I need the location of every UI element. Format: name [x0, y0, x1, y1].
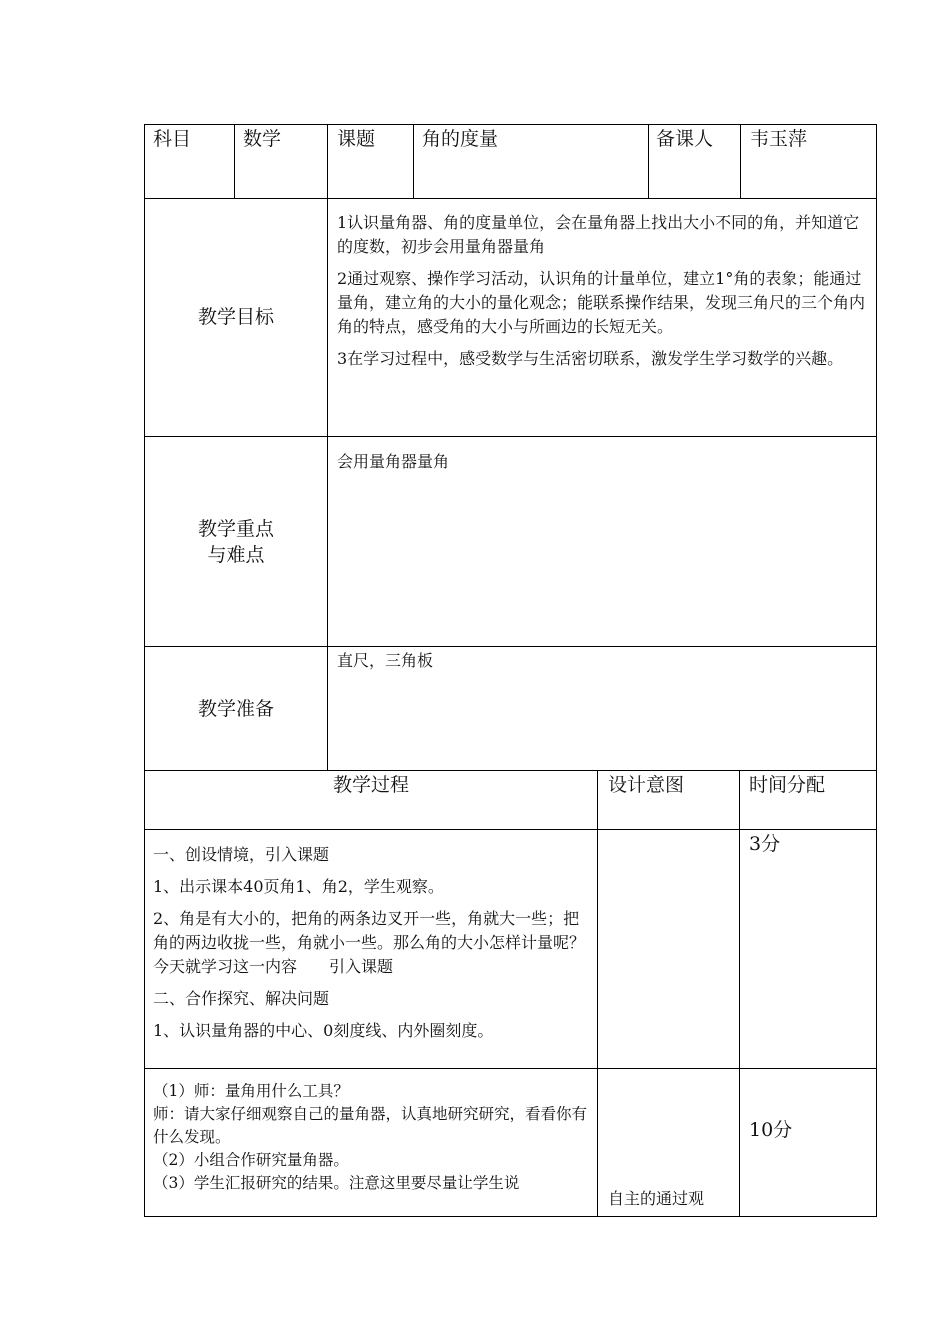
time-block-1: 3分	[749, 833, 781, 855]
process-line: 二、合作探究、解决问题	[153, 989, 330, 1008]
row-divider	[144, 829, 877, 830]
intent-block-2: 自主的通过观	[608, 1189, 705, 1208]
col-divider	[739, 770, 740, 1216]
process-line: 1、出示课本40页角1、角2，学生观察。	[153, 877, 444, 896]
goal-item: 2通过观察、操作学习活动，认识角的计量单位，建立1°角的表象；能通过量角，建立角的大小的量化观念；能联系操作结果，发现三角尺的三个角内角的特点，感受角的大小与所画边的长短无关。	[337, 269, 866, 336]
subject-label: 科目	[153, 128, 192, 150]
row-divider	[144, 436, 877, 437]
table-border-top	[144, 124, 877, 125]
col-divider	[234, 124, 235, 198]
process-line: （2）小组合作研究量角器。	[153, 1151, 349, 1169]
process-line: 1、认识量角器的中心、0刻度线、内外圈刻度。	[153, 1021, 494, 1040]
key-points-label-line1: 教学重点	[197, 518, 274, 540]
process-block-2	[153, 1080, 591, 1195]
row-divider	[144, 770, 877, 771]
time-block-2: 10分	[749, 1119, 793, 1141]
col-divider	[740, 124, 741, 198]
row-divider	[144, 1068, 877, 1069]
process-block-1	[153, 843, 591, 1051]
table-border-bottom	[144, 1216, 877, 1217]
process-line: （3）学生汇报研究的结果。注意这里要尽量让学生说	[153, 1174, 520, 1192]
key-points-label	[145, 516, 327, 568]
process-line: （1）师：量角用什么工具？	[153, 1082, 349, 1100]
col-divider	[413, 124, 414, 198]
topic-value: 角的度量	[422, 128, 499, 150]
col-divider	[597, 770, 598, 1216]
process-line: 一、创设情境，引入课题	[153, 845, 330, 864]
preparer-label: 备课人	[656, 128, 714, 150]
preparer-value: 韦玉萍	[750, 128, 808, 150]
process-line: 师：请大家仔细观察自己的量角器，认真地研究研究，看看你有什么发现。	[153, 1105, 588, 1146]
time-header: 时间分配	[749, 774, 826, 796]
goals-label: 教学目标	[197, 306, 274, 328]
preparation-label: 教学准备	[197, 698, 274, 720]
process-header: 教学过程	[332, 774, 409, 796]
key-points-content: 会用量角器量角	[337, 452, 450, 471]
table-border-left	[144, 124, 145, 1217]
goal-item: 3在学习过程中，感受数学与生活密切联系，激发学生学习数学的兴趣。	[337, 349, 844, 368]
col-divider	[327, 198, 328, 770]
col-divider	[327, 124, 328, 198]
preparation-content: 直尺，三角板	[337, 651, 434, 670]
process-line: 2、角是有大小的，把角的两条边叉开一些，角就大一些；把角的两边收拢一些，角就小一些。那么角的大小怎样计量呢？今天就学习这一内容 引入课题	[153, 909, 586, 976]
topic-label: 课题	[337, 128, 376, 150]
goals-content	[337, 211, 869, 379]
goal-item: 1认识量角器、角的度量单位，会在量角器上找出大小不同的角，并知道它的度数，初步会用量角器量角	[337, 213, 860, 256]
subject-value: 数学	[243, 128, 282, 150]
row-divider	[144, 198, 877, 199]
key-points-label-line2: 与难点	[207, 544, 265, 566]
intent-header: 设计意图	[608, 774, 685, 796]
col-divider	[648, 124, 649, 198]
table-border-right	[876, 124, 877, 1217]
row-divider	[144, 646, 877, 647]
